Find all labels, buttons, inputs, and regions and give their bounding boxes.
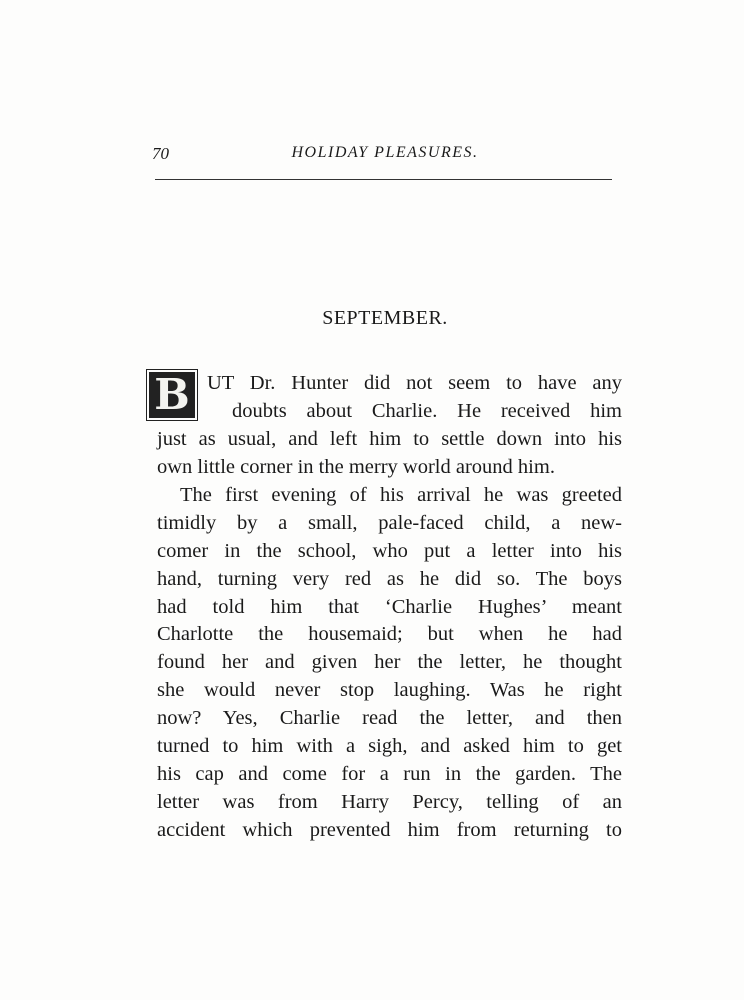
drop-cap-letter: B: [154, 370, 190, 419]
text-line: accident which prevented him from returning to: [157, 819, 622, 842]
header-rule: [155, 179, 612, 180]
text-line: comer in the school, who put a letter into his: [157, 539, 622, 562]
text-line: The first evening of his arrival he was greeted: [180, 483, 622, 506]
text-line: his cap and come for a run in the garden. The: [157, 763, 622, 786]
text-line: hand, turning very red as he did so. The boys: [157, 567, 622, 590]
running-title: HOLIDAY PLEASURES.: [291, 144, 479, 161]
text-line: turned to him with a sigh, and asked him to get: [157, 735, 622, 758]
text-line: doubts about Charlie. He received him: [232, 399, 622, 422]
text-line: she would never stop laughing. Was he right: [157, 679, 622, 702]
drop-cap-initial: [149, 372, 195, 418]
text-line: just as usual, and left him to settle down into his: [157, 427, 622, 450]
text-line: Charlotte the housemaid; but when he had: [157, 623, 622, 646]
text-line: UT Dr. Hunter did not seem to have any: [207, 372, 622, 394]
text-line: own little corner in the merry world around him.: [157, 455, 555, 478]
chapter-title: SEPTEMBER.: [322, 307, 448, 329]
text-line: had told him that ‘Charlie Hughes’ meant: [157, 595, 622, 618]
text-line: timidly by a small, pale-faced child, a new-: [157, 511, 622, 534]
text-line: letter was from Harry Percy, telling of an: [157, 791, 622, 814]
text-line: now? Yes, Charlie read the letter, and then: [157, 707, 622, 730]
text-line: found her and given her the letter, he thought: [157, 651, 622, 674]
page-number: 70: [152, 144, 169, 163]
